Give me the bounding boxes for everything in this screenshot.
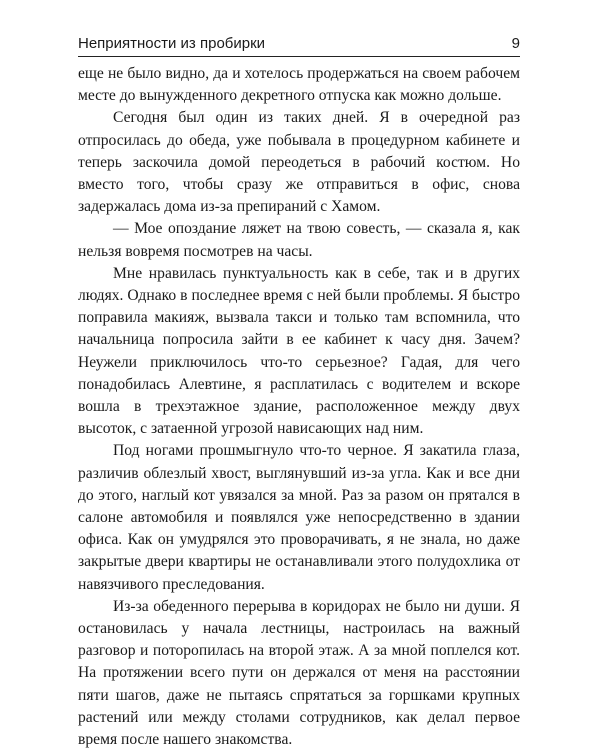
running-header — [78, 32, 520, 57]
paragraph-dialogue: — Мое опоздание ляжет на твою совесть, — сказала я, как нельзя вовремя посмотрев на часы. — [78, 220, 520, 260]
paragraph: Из-за обеденного перерыва в коридорах не было ни души. Я остановилась у начала лестницы, настроилась на важный разговор и поторопилась на второй этаж. А за мной поплелся кот. На протяжении всего пути он держался от меня на расстоянии пяти шагов, даже не пытаясь спрятаться за горшками крупных растений или между столами сотрудников, как делал первое время после нашего знакомства. — [78, 597, 520, 749]
running-title: Неприятности из пробирки — [78, 35, 266, 52]
page-number: 9 — [511, 35, 520, 52]
body-text — [78, 63, 520, 751]
paragraph-continued: еще не было видно, да и хотелось продержаться на своем рабочем месте до вынужденного декретного отпуска как можно дольше. — [78, 65, 520, 105]
paragraph: Под ногами прошмыгнуло что-то черное. Я закатила глаза, различив облезлый хвост, выглянувший из-за угла. Как и все дни до этого, наглый кот увязался за мной. Раз за разом он прятался в салоне автомобиля и появлялся уже непосредственно в здании офиса. Как он умудрялся это проворачивать, я не знала, но даже закрытые двери квартиры не останавливали этого полудохлика от навязчивого преследования. — [78, 442, 520, 593]
paragraph: Мне нравилась пунктуальность как в себе, так и в других людях. Однако в последнее время с ней были проблемы. Я быстро поправила макияж, вызвала такси и только там вспомнила, что начальница попросила зайти в ее кабинет к часу дня. Зачем? Неужели приключилось что-то серьезное? Гадая, для чего понадобилась Алевтине, я расплатилась с водителем и вскоре вошла в трехэтажное здание, расположенное между двух высоток, с затаенной угрозой нависающих над ним. — [78, 264, 520, 438]
paragraph: Сегодня был один из таких дней. Я в очередной раз отпросилась до обеда, уже побывала в процедурном кабинете и теперь заскочила домой переодеться в рабочий костюм. Но вместо того, чтобы сразу же отправиться в офис, снова задержалась дома из-за препираний с Хамом. — [78, 109, 520, 216]
